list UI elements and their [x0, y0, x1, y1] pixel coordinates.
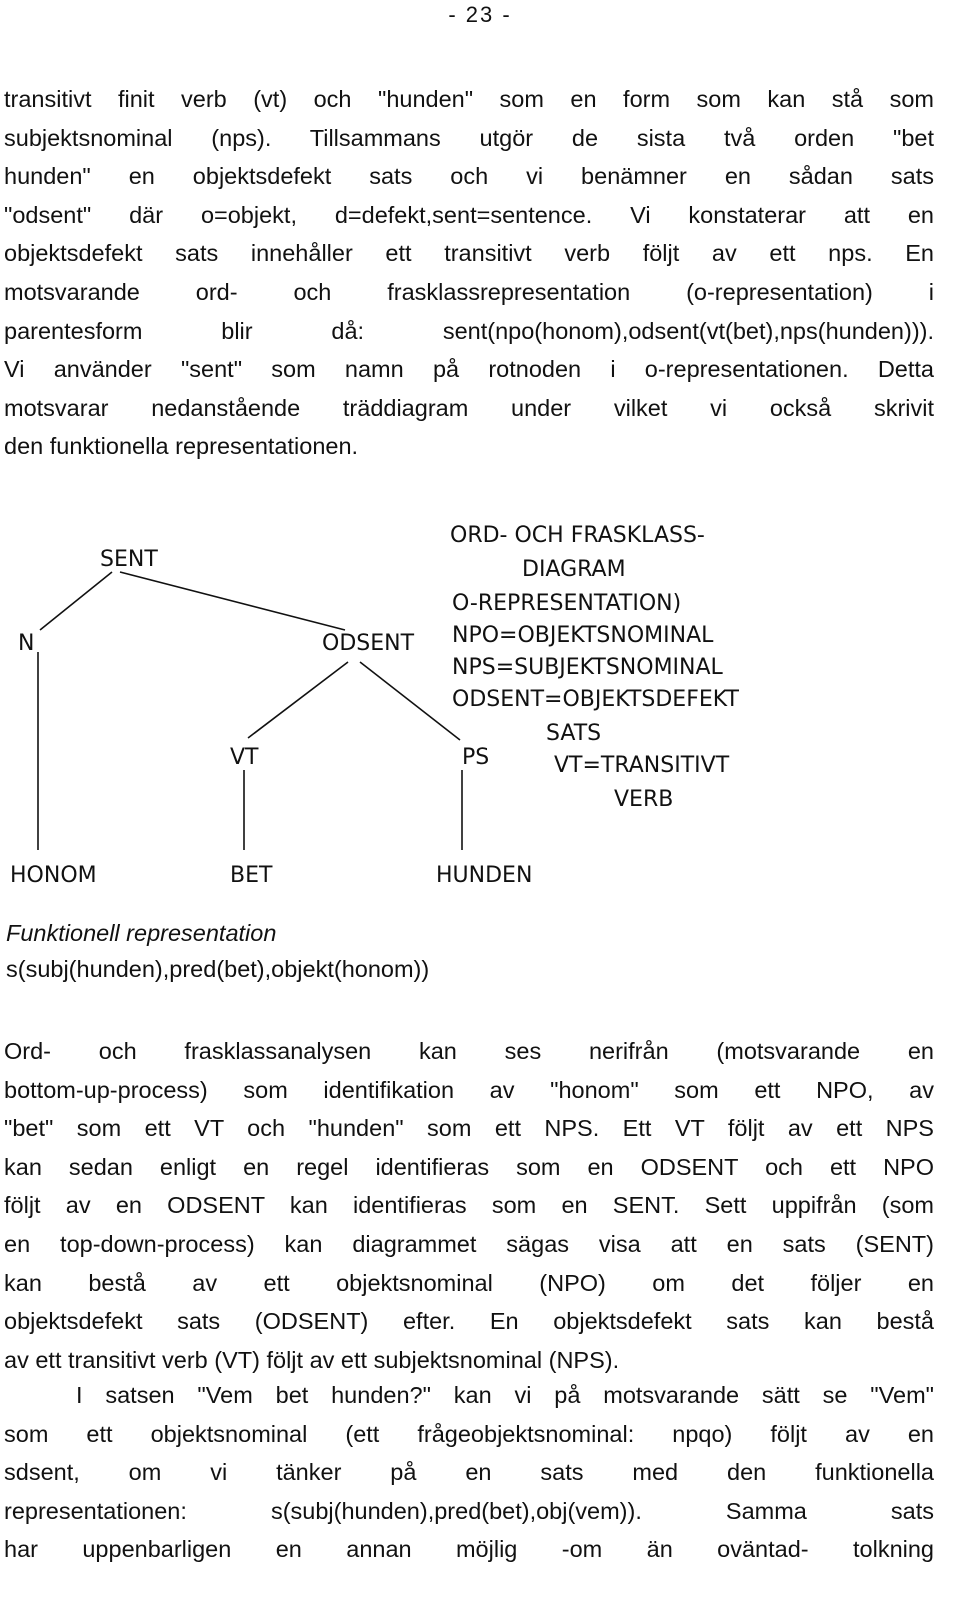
node-vt: VT	[230, 745, 259, 770]
node-npo: N	[18, 631, 35, 656]
functional-heading: Funktionell representation	[6, 920, 277, 946]
analysis-paragraph	[4, 1032, 934, 1379]
text-line: motsvarar nedanstående träddiagram under vilket vi också skrivit	[4, 394, 934, 421]
node-honom: HONOM	[10, 863, 97, 888]
text-line: den funktionella representationen.	[4, 433, 359, 460]
legend-line: O-REPRESENTATION)	[452, 591, 682, 616]
text-line: kan sedan enligt en regel identifieras som en ODSENT och ett NPO	[4, 1153, 934, 1180]
legend-line: NPO=OBJEKTSNOMINAL	[452, 623, 714, 648]
text-line: objektsdefekt sats (ODSENT) efter. En objektsdefekt sats kan bestå	[4, 1308, 934, 1335]
legend-line: ORD- OCH FRASKLASS-	[450, 523, 705, 548]
text-line: objektsdefekt sats innehåller ett transitivt verb följt av ett nps. En	[4, 240, 934, 267]
edge-odsent-vt	[248, 662, 348, 738]
text-line: "odsent" där o=objekt, d=defekt,sent=sentence. Vi konstaterar att en	[4, 201, 934, 228]
text-line: parentesform blir då: sent(npo(honom),odsent(vt(bet),nps(hunden))).	[4, 317, 934, 344]
text-line: följt av en ODSENT kan identifieras som en SENT. Sett uppifrån (som	[4, 1192, 934, 1219]
text-line: som ett objektsnominal (ett frågeobjektsnominal: npqo) följt av en	[4, 1420, 934, 1447]
node-bet: BET	[230, 863, 273, 888]
legend-line: NPS=SUBJEKTSNOMINAL	[452, 655, 723, 680]
node-sent: SENT	[100, 547, 158, 572]
text-line: motsvarande ord- och frasklassrepresentation (o-representation) i	[4, 278, 934, 305]
text-line: har uppenbarligen en annan möjlig -om än oväntad- tolkning	[4, 1536, 934, 1563]
legend-line: DIAGRAM	[522, 557, 626, 582]
text-line: I satsen "Vem bet hunden?" kan vi på motsvarande sätt se "Vem"	[76, 1382, 934, 1408]
text-line: en top-down-process) kan diagrammet sägas visa att en sats (SENT)	[4, 1230, 934, 1257]
edge-sent-odsent	[120, 572, 345, 630]
node-hunden: HUNDEN	[436, 863, 533, 888]
page-number: - 23 -	[448, 2, 512, 27]
text-line: Vi använder "sent" som namn på rotnoden i o-representationen. Detta	[4, 356, 934, 383]
text-line: av ett transitivt verb (VT) följt av ett subjektsnominal (NPS).	[4, 1346, 620, 1373]
intro-paragraph	[4, 80, 934, 466]
legend-line: ODSENT=OBJEKTSDEFEKT	[452, 687, 739, 712]
question-paragraph	[4, 1376, 934, 1569]
text-line: subjektsnominal (nps). Tillsammans utgör de sista två orden "bet	[4, 124, 934, 151]
edge-odsent-nps	[360, 662, 460, 740]
text-line: "bet" som ett VT och "hunden" som ett NPS. Ett VT följt av ett NPS	[4, 1115, 934, 1142]
node-nps: PS	[462, 745, 490, 770]
functional-expression: s(subj(hunden),pred(bet),objekt(honom))	[6, 956, 430, 982]
text-line: transitivt finit verb (vt) och "hunden" som en form som kan stå som	[4, 86, 934, 112]
node-odsent: ODSENT	[322, 631, 415, 656]
tree-diagram	[0, 500, 960, 900]
edge-sent-npo	[40, 572, 112, 630]
text-line: hunden" en objektsdefekt sats och vi benämner en sådan sats	[4, 163, 934, 190]
text-line: Ord- och frasklassanalysen kan ses nerifrån (motsvarande en	[4, 1038, 934, 1064]
text-line: bottom-up-process) som identifikation av "honom" som ett NPO, av	[4, 1076, 934, 1103]
text-line: sdsent, om vi tänker på en sats med den funktionella	[4, 1459, 934, 1486]
legend-line: VERB	[614, 787, 674, 812]
text-line: kan bestå av ett objektsnominal (NPO) om det följer en	[4, 1269, 934, 1296]
legend-line: VT=TRANSITIVT	[554, 753, 730, 778]
legend-line: SATS	[546, 721, 602, 746]
text-line: representationen: s(subj(hunden),pred(bet),obj(vem)). Samma sats	[4, 1497, 934, 1524]
